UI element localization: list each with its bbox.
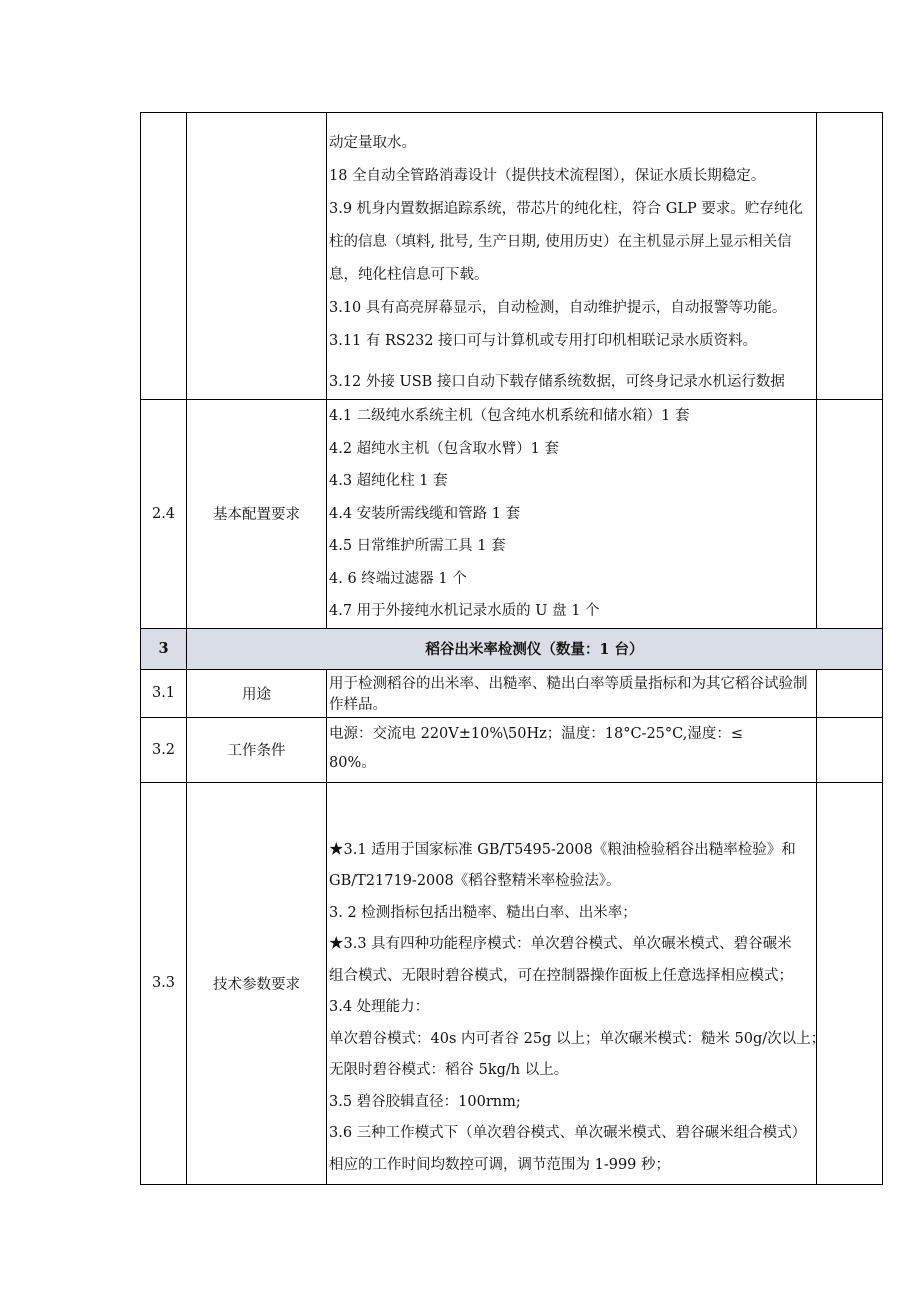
content-line: 电源：交流电 220V±10%\50Hz；温度：18°C-25°C,湿度：≤ [329,725,743,742]
content-line: 4. 6 终端过滤器 1 个 [329,570,467,587]
content-line: 3.10 具有高亮屏幕显示，自动检测，自动维护提示，自动报警等功能。 [329,300,787,316]
content-line: 4.3 超纯化柱 1 套 [329,473,448,489]
remark-cell [817,717,883,782]
no-cell: 3.3 [141,782,187,1184]
content-line: 18 全自动全管路消毒设计（提供技术流程图），保证水质长期稳定。 [329,168,766,184]
remark-cell [817,400,883,629]
no-cell: 2.4 [141,400,187,629]
section-no: 3 [141,628,187,669]
content-line: 4.4 安装所需线缆和管路 1 套 [329,505,521,522]
content-line: 3.12 外接 USB 接口自动下载存储系统数据，可终身记录水机运行数据 [329,374,785,390]
content-cell [327,717,817,782]
table-row [141,717,883,782]
content-line: GB/T21719-2008《稻谷整精米率检验法》。 [329,873,621,889]
spec-table [140,112,883,1185]
content-text: 用于检测稻谷的出米率、出糙率、糙出白率等质量指标和为其它稻谷试验制作样品。 [329,675,808,713]
content-line: 3.6 三种工作模式下（单次碧谷模式、单次碾米模式、碧谷碾米组合模式） [329,1125,807,1141]
content-cell [327,669,817,717]
section-header-row [141,628,883,669]
content-line: 相应的工作时间均数控可调，调节范围为 1-999 秒； [329,1156,671,1173]
content-line: 4.5 日常维护所需工具 1 套 [329,538,506,554]
table-row [141,400,883,629]
remark-cell [817,669,883,717]
table-row [141,113,883,400]
content-line: 3. 2 检测指标包括出糙率、糙出白率、出米率； [329,904,637,921]
content-cell [327,113,817,400]
no-cell: 3.2 [141,717,187,782]
content-line: ★3.3 具有四种功能程序模式：单次碧谷模式、单次碾米模式、碧谷碾米 [329,936,792,952]
name-cell: 基本配置要求 [187,400,327,629]
content-line: ★3.1 适用于国家标准 GB/T5495-2008《粮油检验稻谷出糙率检验》和 [329,841,796,858]
content-line: 80%。 [329,754,376,771]
content-line: 4.1 二级纯水系统主机（包含纯水机系统和储水箱）1 套 [329,408,690,424]
name-cell: 用途 [187,669,327,717]
name-cell: 工作条件 [187,717,327,782]
remark-cell [817,113,883,400]
content-line: 3.5 碧谷胶辑直径：100rnm; [329,1093,521,1110]
content-line: 动定量取水。 [329,135,416,151]
no-cell: 3.1 [141,669,187,717]
content-line: 4.2 超纯水主机（包含取水臂）1 套 [329,440,560,457]
content-line: 息，纯化柱信息可下载。 [329,267,489,283]
content-cell [327,782,826,1184]
name-cell: 技术参数要求 [187,782,327,1184]
content-line: 柱的信息（填料, 批号, 生产日期, 使用历史）在主机显示屏上显示相关信 [329,234,792,250]
content-line: 组合模式、无限时碧谷模式，可在控制器操作面板上任意选择相应模式； [329,967,793,984]
name-cell [187,113,327,400]
section-title: 稻谷出米率检测仪（数量：1 台） [187,628,883,669]
table-row [141,782,883,1184]
remark-cell [817,782,883,1184]
content-line: 3.4 处理能力： [329,999,430,1015]
content-line: 单次碧谷模式：40s 内可者谷 25g 以上；单次碾米模式：糙米 50g/次以上； [329,1030,826,1047]
content-line: 无限时碧谷模式：稻谷 5kg/h 以上。 [329,1062,569,1078]
table-row [141,669,883,717]
content-cell [327,400,817,629]
content-line: 4.7 用于外接纯水机记录水质的 U 盘 1 个 [329,603,600,619]
content-line: 3.9 机身内置数据追踪系统，带芯片的纯化柱，符合 GLP 要求。贮存纯化 [329,201,803,217]
content-line: 3.11 有 RS232 接口可与计算机或专用打印机相联记录水质资料。 [329,333,758,349]
no-cell [141,113,187,400]
